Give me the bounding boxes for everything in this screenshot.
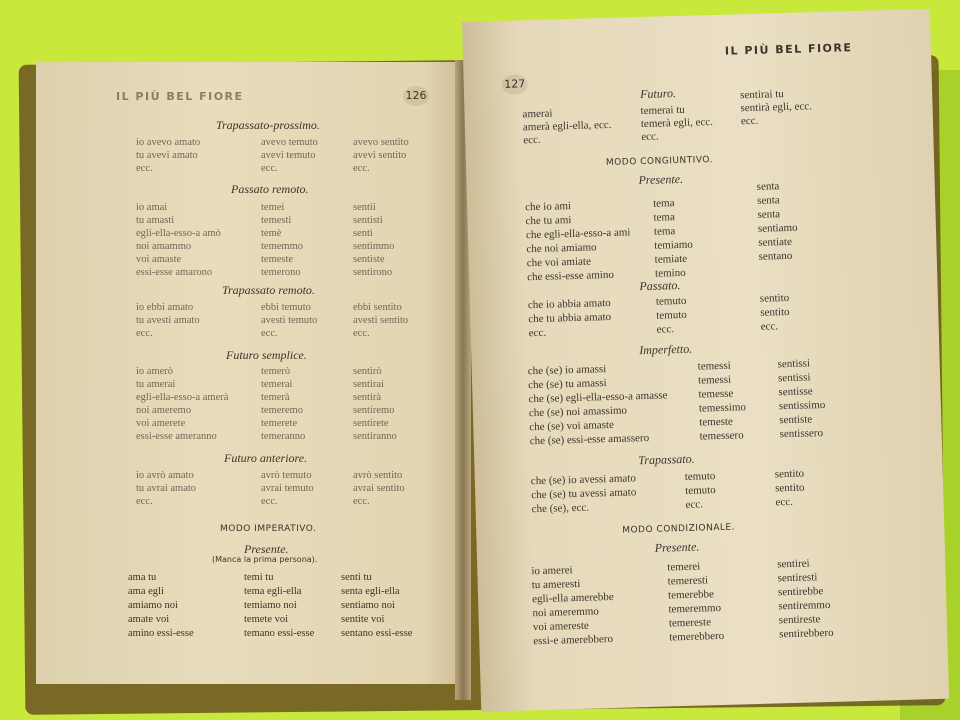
conjugation-row [36,585,466,598]
conjugation-cell: temerà egli, ecc. [640,116,714,131]
conjugation-row [36,327,466,340]
conjugation-cell: temeste [699,415,734,429]
conjugation-cell: temuto [684,470,716,483]
conjugation-cell: avesti temuto [261,315,318,326]
conjugation-cell: ecc. [353,163,370,174]
conjugation-row [36,136,466,149]
conjugation-cell: temerono [261,267,301,278]
conjugation-cell: sentiranno [353,431,397,442]
conjugation-cell: temerai [261,379,293,390]
conjugation-cell: temerebbe [667,588,715,602]
conjugation-cell: avevi sentito [353,150,407,161]
conjugation-cell: avrai sentito [353,483,405,494]
conjugation-cell: temei [261,202,285,213]
conjugation-cell: noi ameremo [136,405,192,416]
conjugation-cell: sentano essi-esse [341,628,413,639]
conjugation-cell: sentiamo noi [341,600,395,611]
conjugation-cell: tema [653,225,676,238]
conjugation-cell: ecc. [261,496,278,507]
conjugation-cell: ecc. [261,328,278,339]
conjugation-cell: temiamo noi [244,600,297,611]
conjugation-row [36,627,466,640]
conjugation-cell: sentito [774,467,805,481]
conjugation-cell: temeremmo [668,601,722,616]
conjugation-row [36,365,466,378]
conjugation-cell: ecc. [353,496,370,507]
conjugation-cell: sentito [760,305,790,319]
conjugation-cell: che (se) noi amassimo [528,404,628,420]
conjugation-cell: temerei [667,560,701,574]
conjugation-cell: ecc. [685,498,704,511]
conjugation-cell: sentirebbero [779,626,834,641]
conjugation-cell: noi ameremmo [532,605,599,620]
conjugation-cell: essi-esse amarono [136,267,213,278]
conjugation-cell: temè [261,228,282,239]
conjugation-cell: che io ami [525,200,572,214]
conjugation-cell: tema [653,211,676,224]
conjugation-cell: temuto [655,294,687,308]
conjugation-cell: sentirei [777,557,810,571]
conjugation-cell: egli-ella-esso-a amerà [136,392,229,403]
conjugation-cell: sentiste [353,254,385,265]
conjugation-cell: temino [654,266,686,280]
conjugation-cell: che tu abbia amato [528,310,612,326]
section-title: Presente. [244,542,289,556]
conjugation-cell: che (se) egli-ella-esso-a amasse [528,389,668,406]
conjugation-cell: avevi temuto [261,150,316,161]
conjugation-cell: io ebbi amato [136,302,194,313]
conjugation-row [36,314,466,327]
conjugation-cell: sentirebbe [777,585,824,599]
conjugation-cell: essi-e amerebbero [533,633,614,648]
conjugation-cell: che essi-esse amino [526,268,615,284]
conjugation-row [36,378,466,391]
conjugation-cell: sentirà [353,392,381,403]
conjugation-cell: tu avesti amato [136,315,200,326]
conjugation-cell: noi amammo [136,241,192,252]
conjugation-cell: tema [652,197,675,210]
conjugation-cell: temeremo [261,405,303,416]
conjugation-cell: temessimo [698,401,747,415]
conjugation-cell: sentite voi [341,614,385,625]
section-title: Passato remoto. [231,182,309,196]
conjugation-cell: temerà [261,392,290,403]
conjugation-cell: senta [757,208,781,221]
conjugation-row [36,571,466,584]
conjugation-cell: senta [756,180,780,193]
section-title: Presente. [638,171,684,188]
conjugation-cell: ama tu [128,572,157,583]
right-page-number: 127 [501,74,528,95]
conjugation-cell: ecc. [656,323,675,336]
section-title: Trapassato. [638,451,695,468]
section-title: Trapassato-prossimo. [216,118,320,132]
conjugation-cell: amate voi [128,614,170,625]
section-title: Futuro. [639,86,677,102]
conjugation-cell: ecc. [523,133,541,147]
conjugation-cell: sentano [758,249,793,263]
conjugation-cell: senti tu [341,572,372,583]
conjugation-cell: sentiremo [353,405,395,416]
conjugation-cell: temeresti [667,574,709,588]
section-title: Passato. [639,278,681,294]
conjugation-cell: sentirai tu [739,88,784,102]
conjugation-cell: ecc. [641,130,659,144]
section-title: Futuro semplice. [226,348,307,362]
section-title: Presente. [654,539,700,555]
conjugation-cell: tu ameresti [531,577,581,592]
conjugation-cell: temano essi-esse [244,628,315,639]
conjugation-row [36,162,466,175]
conjugation-cell: tu avevi amato [136,150,198,161]
conjugation-cell: avrò temuto [261,470,312,481]
conjugation-row [36,253,466,266]
conjugation-row [36,214,466,227]
conjugation-cell: tu amasti [136,215,175,226]
conjugation-cell: sentiamo [757,221,798,235]
conjugation-cell: sentiremmo [778,598,831,613]
conjugation-row [36,469,466,482]
conjugation-cell: tu amerai [136,379,176,390]
conjugation-cell: che (se) tu avessi amato [531,486,637,502]
conjugation-cell: che (se), ecc. [531,501,590,516]
conjugation-row [36,417,466,430]
conjugation-row [36,391,466,404]
conjugation-cell: temuto [656,308,687,322]
conjugation-cell: sentì [353,228,373,239]
conjugation-cell: che (se) tu amassi [528,377,607,392]
conjugation-cell: temereste [668,616,712,630]
conjugation-cell: che voi amiate [526,255,592,270]
conjugation-cell: temerò [261,366,291,377]
conjugation-cell: sentiste [779,413,813,427]
conjugation-cell: sentisti [353,215,383,226]
conjugation-cell: sentireste [778,613,821,627]
conjugation-cell: tema egli-ella [244,586,302,597]
conjugation-cell: avevo sentito [353,137,409,148]
conjugation-cell: ecc. [353,328,370,339]
conjugation-cell: sentissimo [778,399,826,413]
conjugation-cell: sentirà egli, ecc. [740,100,813,115]
left-page-number: 126 [403,86,429,106]
conjugation-cell: ama egli [128,586,164,597]
conjugation-cell: sentirò [353,366,382,377]
conjugation-cell: che (se) io amassi [527,363,607,378]
conjugation-cell: avevo temuto [261,137,318,148]
conjugation-cell: ebbi sentito [353,302,402,313]
section-title: Trapassato remoto. [222,283,315,297]
conjugation-cell: voi amerete [136,418,186,429]
conjugation-cell: senta egli-ella [341,586,400,597]
conjugation-cell: temeranno [261,431,306,442]
conjugation-cell: essi-esse ameranno [136,431,217,442]
mood-heading: MODO IMPERATIVO. [220,524,317,534]
conjugation-row [36,430,466,443]
left-running-head: IL PIÙ BEL FIORE [116,90,244,103]
conjugation-cell: temessi [697,359,731,373]
conjugation-cell: sentirete [353,418,389,429]
conjugation-cell: senta [756,194,780,207]
conjugation-cell: ecc. [136,328,153,339]
conjugation-cell: che egli-ella-esso-a ami [525,226,631,242]
conjugation-cell: io amai [136,202,168,213]
conjugation-cell: temiamo [654,238,693,252]
conjugation-cell: sentimmo [353,241,395,252]
conjugation-cell: ebbi temuto [261,302,311,313]
conjugation-cell: che io abbia amato [527,296,611,312]
conjugation-row [36,149,466,162]
mood-heading: MODO CONGIUNTIVO. [605,155,714,169]
conjugation-cell: temesse [698,387,734,401]
conjugation-cell: che tu ami [525,214,572,228]
conjugation-row [36,613,466,626]
conjugation-row [36,301,466,314]
conjugation-cell: che (se) voi amaste [529,418,615,434]
conjugation-cell: sentiresti [777,571,818,585]
conjugation-cell: avrai temuto [261,483,314,494]
conjugation-cell: amino essi-esse [128,628,194,639]
conjugation-cell: io amerei [531,564,573,578]
conjugation-cell: temete voi [244,614,289,625]
conjugation-cell: temiate [654,252,688,266]
conjugation-cell: sentirai [353,379,384,390]
section-title: Imperfetto. [639,341,693,358]
conjugation-cell: temerai tu [640,103,686,118]
conjugation-cell: ecc. [528,326,547,340]
section-note: (Manca la prima persona). [212,555,318,564]
mood-heading: MODO CONDIZIONALE. [622,522,736,536]
conjugation-row [36,482,466,495]
conjugation-cell: ecc. [136,163,153,174]
conjugation-cell: temerebbero [669,629,725,644]
conjugation-cell: temessi [697,373,732,387]
conjugation-cell: ecc. [740,114,759,128]
conjugation-cell: egli-ella amerebbe [531,590,614,606]
conjugation-cell: amerai [522,107,553,121]
conjugation-cell: sentissi [777,357,811,371]
section-title: Futuro anteriore. [224,451,308,465]
conjugation-cell: amerà egli-ella, ecc. [522,118,612,134]
conjugation-cell: ecc. [775,495,794,509]
conjugation-row [36,599,466,612]
conjugation-row [36,495,466,508]
conjugation-cell: che (se) essi-esse amassero [529,431,650,448]
conjugation-cell: temesti [261,215,292,226]
right-page [462,9,949,712]
conjugation-cell: voi amereste [532,619,589,634]
conjugation-cell: avesti sentito [353,315,409,326]
right-running-head: IL PIÙ BEL FIORE [724,41,853,58]
conjugation-row [36,201,466,214]
conjugation-cell: temessero [699,429,744,443]
conjugation-cell: tememmo [261,241,303,252]
conjugation-cell: temeste [261,254,294,265]
conjugation-cell: io avrò amato [136,470,194,481]
conjugation-cell: tu avrai amato [136,483,197,494]
conjugation-cell: ecc. [261,163,278,174]
conjugation-row [36,227,466,240]
conjugation-cell: avrò sentito [353,470,403,481]
conjugation-cell: sentito [774,481,805,495]
conjugation-cell: che noi amiamo [526,241,597,256]
conjugation-cell: io avevo amato [136,137,201,148]
conjugation-cell: sentirono [353,267,393,278]
conjugation-row [36,404,466,417]
conjugation-row [36,266,466,279]
conjugation-cell: sentii [353,202,376,213]
conjugation-cell: sentissero [779,427,824,441]
conjugation-cell: sentito [759,291,790,305]
conjugation-cell: temerete [261,418,298,429]
conjugation-cell: ecc. [136,496,153,507]
left-page [36,62,466,684]
conjugation-cell: voi amaste [136,254,182,265]
conjugation-cell: temi tu [244,572,274,583]
conjugation-row [36,240,466,253]
conjugation-cell: temuto [685,484,716,497]
conjugation-cell: io amerò [136,366,174,377]
conjugation-cell: che (se) io avessi amato [530,472,637,488]
conjugation-cell: sentissi [777,371,811,385]
conjugation-cell: egli-ella-esso-a amò [136,228,221,239]
conjugation-cell: amiamo noi [128,600,178,611]
conjugation-cell: sentisse [778,385,813,399]
conjugation-cell: sentiate [758,235,793,249]
conjugation-cell: ecc. [760,320,779,333]
